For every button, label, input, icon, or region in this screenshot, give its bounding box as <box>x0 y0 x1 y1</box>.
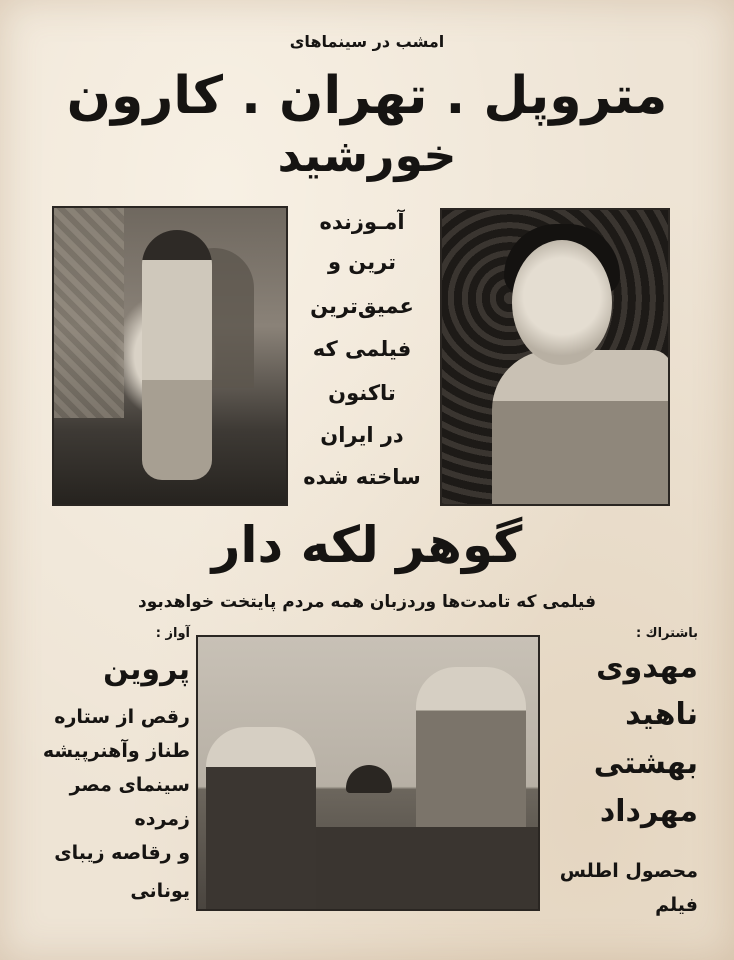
performer-line: و رقاصه زیبای <box>54 842 190 864</box>
film-title: گوهر لکه دار <box>211 516 523 574</box>
performer-line: یونانی <box>130 880 190 902</box>
cast-name: بهشتی <box>593 746 698 781</box>
singer-name: پروین <box>103 652 190 687</box>
tonight-note: امشب در سینماهای <box>289 32 445 51</box>
tagline-line: در ایران <box>320 423 404 447</box>
dancer-photo <box>52 206 288 506</box>
cast-name: مهرداد <box>599 794 698 829</box>
cast-name: مهدوی <box>596 650 698 685</box>
performer-line: رقص از ستاره <box>54 706 190 728</box>
tagline-line: تاکنون <box>328 381 396 405</box>
performer-line: سینمای مصر <box>69 774 190 796</box>
performer-line: زمرده <box>134 808 190 830</box>
cast-label: باشتراك : <box>635 626 698 641</box>
producer-credit: فیلم <box>655 894 698 916</box>
producer-credit: محصول اطلس <box>559 860 698 882</box>
cinema-khorshid: خورشید <box>277 128 457 182</box>
tagline-line: ساخته شده <box>303 465 421 489</box>
tagline-line: فیلمی که <box>312 337 412 361</box>
tagline-line: آمـوزنده <box>319 210 405 234</box>
singer-label: آواز : <box>155 626 190 641</box>
tagline-line: ترین و <box>327 250 397 274</box>
office-scene-photo <box>196 635 540 911</box>
cinema-names: متروپل . تهران . کارون <box>66 66 668 126</box>
tagline-line: عمیق‌ترین <box>310 294 414 318</box>
actress-portrait-photo <box>440 208 670 506</box>
cast-name: ناهید <box>625 697 698 732</box>
film-subtitle: فیلمی که تامدت‌ها وردزبان همه مردم پایتخت خواهدبود <box>138 592 596 612</box>
performer-line: طناز و‌آهنرپیشه <box>42 740 190 762</box>
